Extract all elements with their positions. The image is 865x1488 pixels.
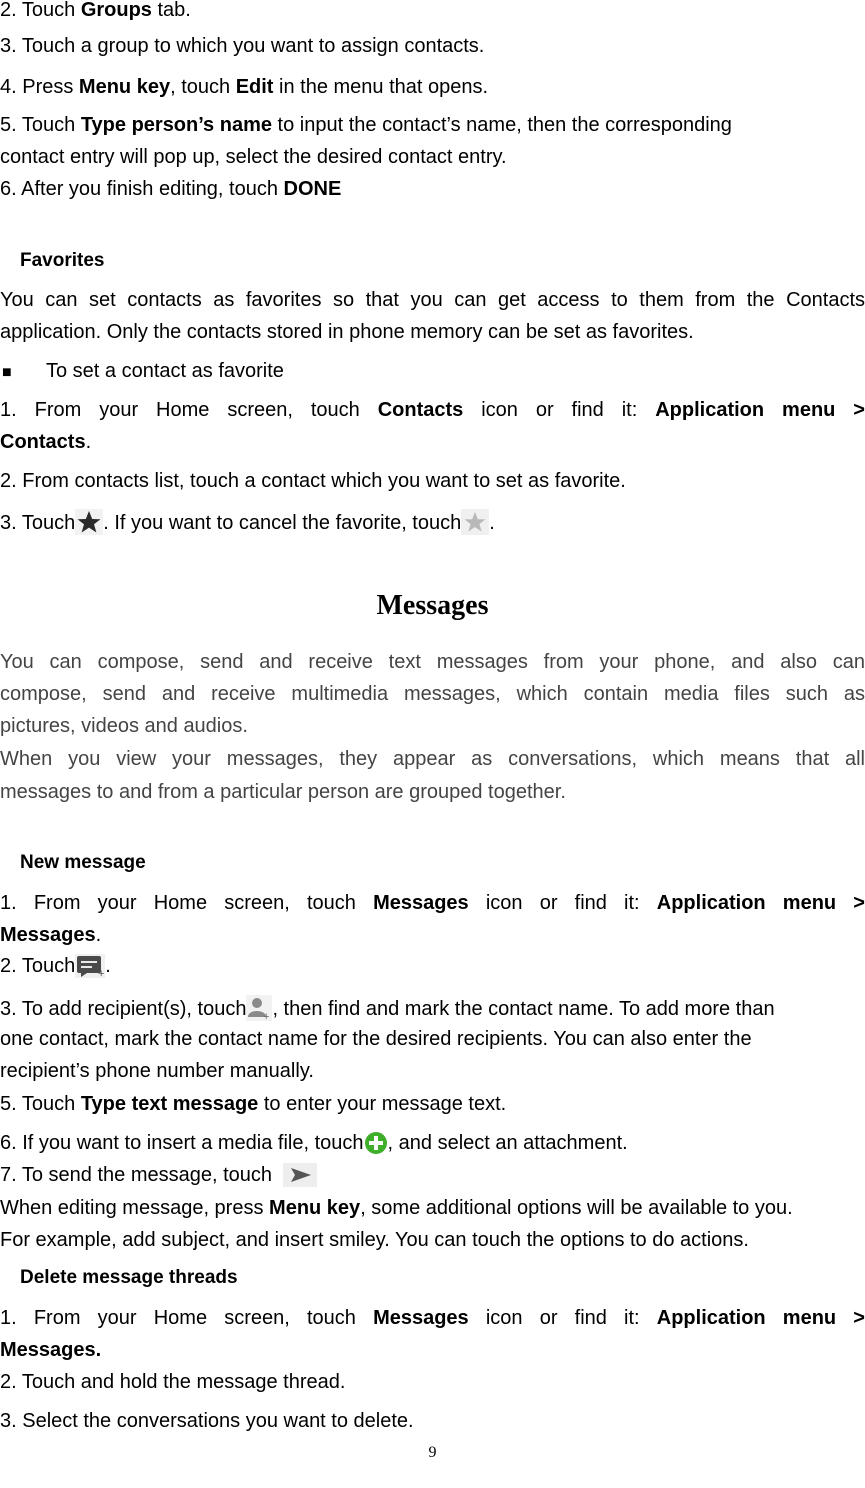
new-message-step-7: 7. To send the message, touch — [0, 1163, 317, 1193]
messages-intro-line-1: You can compose, send and receive text messages from your phone, and also can — [0, 651, 865, 673]
new-message-icon — [75, 954, 105, 984]
messages-intro-line-3: pictures, videos and audios. — [0, 715, 248, 737]
favorites-intro-line-2: application. Only the contacts stored in phone memory can be set as favorites. — [0, 321, 694, 343]
delete-threads-step-1-line-1: 1. From your Home screen, touch Messages icon or find it: Application menu > — [0, 1307, 865, 1329]
favorites-step-1-line-2: Contacts. — [0, 431, 92, 453]
new-message-step-6: 6. If you want to insert a media file, touch , and select an attachment. — [0, 1131, 628, 1161]
favorites-step-2: 2. From contacts list, touch a contact which you want to set as favorite. — [0, 470, 626, 492]
new-message-step-5: 5. Touch Type text message to enter your message text. — [0, 1093, 507, 1115]
groups-step-2: 2. Touch Groups tab. — [0, 0, 191, 21]
messages-intro-line-5: messages to and from a particular person are grouped together. — [0, 781, 566, 803]
new-message-step-3-line-1: 3. To add recipient(s), touch + , then find and mark the contact name. To add more than — [0, 995, 775, 1027]
favorites-heading: Favorites — [20, 250, 105, 271]
new-message-note-line-1: When editing message, press Menu key, some additional options will be available to you. — [0, 1197, 793, 1219]
new-message-heading: New message — [20, 852, 146, 873]
messages-intro-line-2: compose, send and receive multimedia messages, which contain media files such as — [0, 683, 865, 705]
favorites-step-3: 3. Touch . If you want to cancel the favorite, touch . — [0, 509, 495, 541]
delete-threads-step-2: 2. Touch and hold the message thread. — [0, 1371, 346, 1393]
messages-intro-line-4: When you view your messages, they appear as conversations, which means that all — [0, 748, 865, 770]
groups-step-6: 6. After you finish editing, touch DONE — [0, 178, 342, 200]
new-message-step-1-line-1: 1. From your Home screen, touch Messages icon or find it: Application menu > — [0, 892, 865, 914]
favorites-intro-line-1: You can set contacts as favorites so that you can get access to them from the Contacts — [0, 289, 865, 311]
send-icon — [283, 1163, 317, 1193]
attach-plus-icon — [364, 1131, 388, 1161]
groups-step-3: 3. Touch a group to which you want to assign contacts. — [0, 35, 485, 57]
square-bullet-icon: ■ — [2, 364, 12, 381]
groups-step-5-line-2: contact entry will pop up, select the desired contact entry. — [0, 146, 507, 168]
star-empty-icon — [461, 509, 489, 541]
svg-text:+: + — [98, 968, 105, 978]
messages-title: Messages — [376, 590, 489, 621]
groups-step-4: 4. Press Menu key, touch Edit in the menu that opens. — [0, 76, 489, 98]
new-message-step-2: 2. Touch + . — [0, 954, 111, 984]
delete-threads-step-1-line-2: Messages. — [0, 1339, 102, 1361]
svg-text:+: + — [263, 1011, 270, 1021]
new-message-step-3-line-3: recipient’s phone number manually. — [0, 1060, 314, 1082]
page-number: 9 — [428, 1444, 437, 1461]
new-message-step-1-line-2: Messages. — [0, 924, 102, 946]
new-message-step-3-line-2: one contact, mark the contact name for the desired recipients. You can also enter the — [0, 1028, 752, 1050]
delete-threads-heading: Delete message threads — [20, 1267, 238, 1288]
star-filled-icon — [75, 509, 103, 541]
new-message-note-line-2: For example, add subject, and insert smiley. You can touch the options to do actions. — [0, 1229, 749, 1251]
add-recipient-icon — [246, 995, 272, 1027]
delete-threads-step-3: 3. Select the conversations you want to delete. — [0, 1410, 414, 1432]
groups-step-5-line-1: 5. Touch Type person’s name to input the contact’s name, then the corresponding — [0, 114, 732, 136]
favorites-step-1-line-1: 1. From your Home screen, touch Contacts icon or find it: Application menu > — [0, 399, 865, 421]
